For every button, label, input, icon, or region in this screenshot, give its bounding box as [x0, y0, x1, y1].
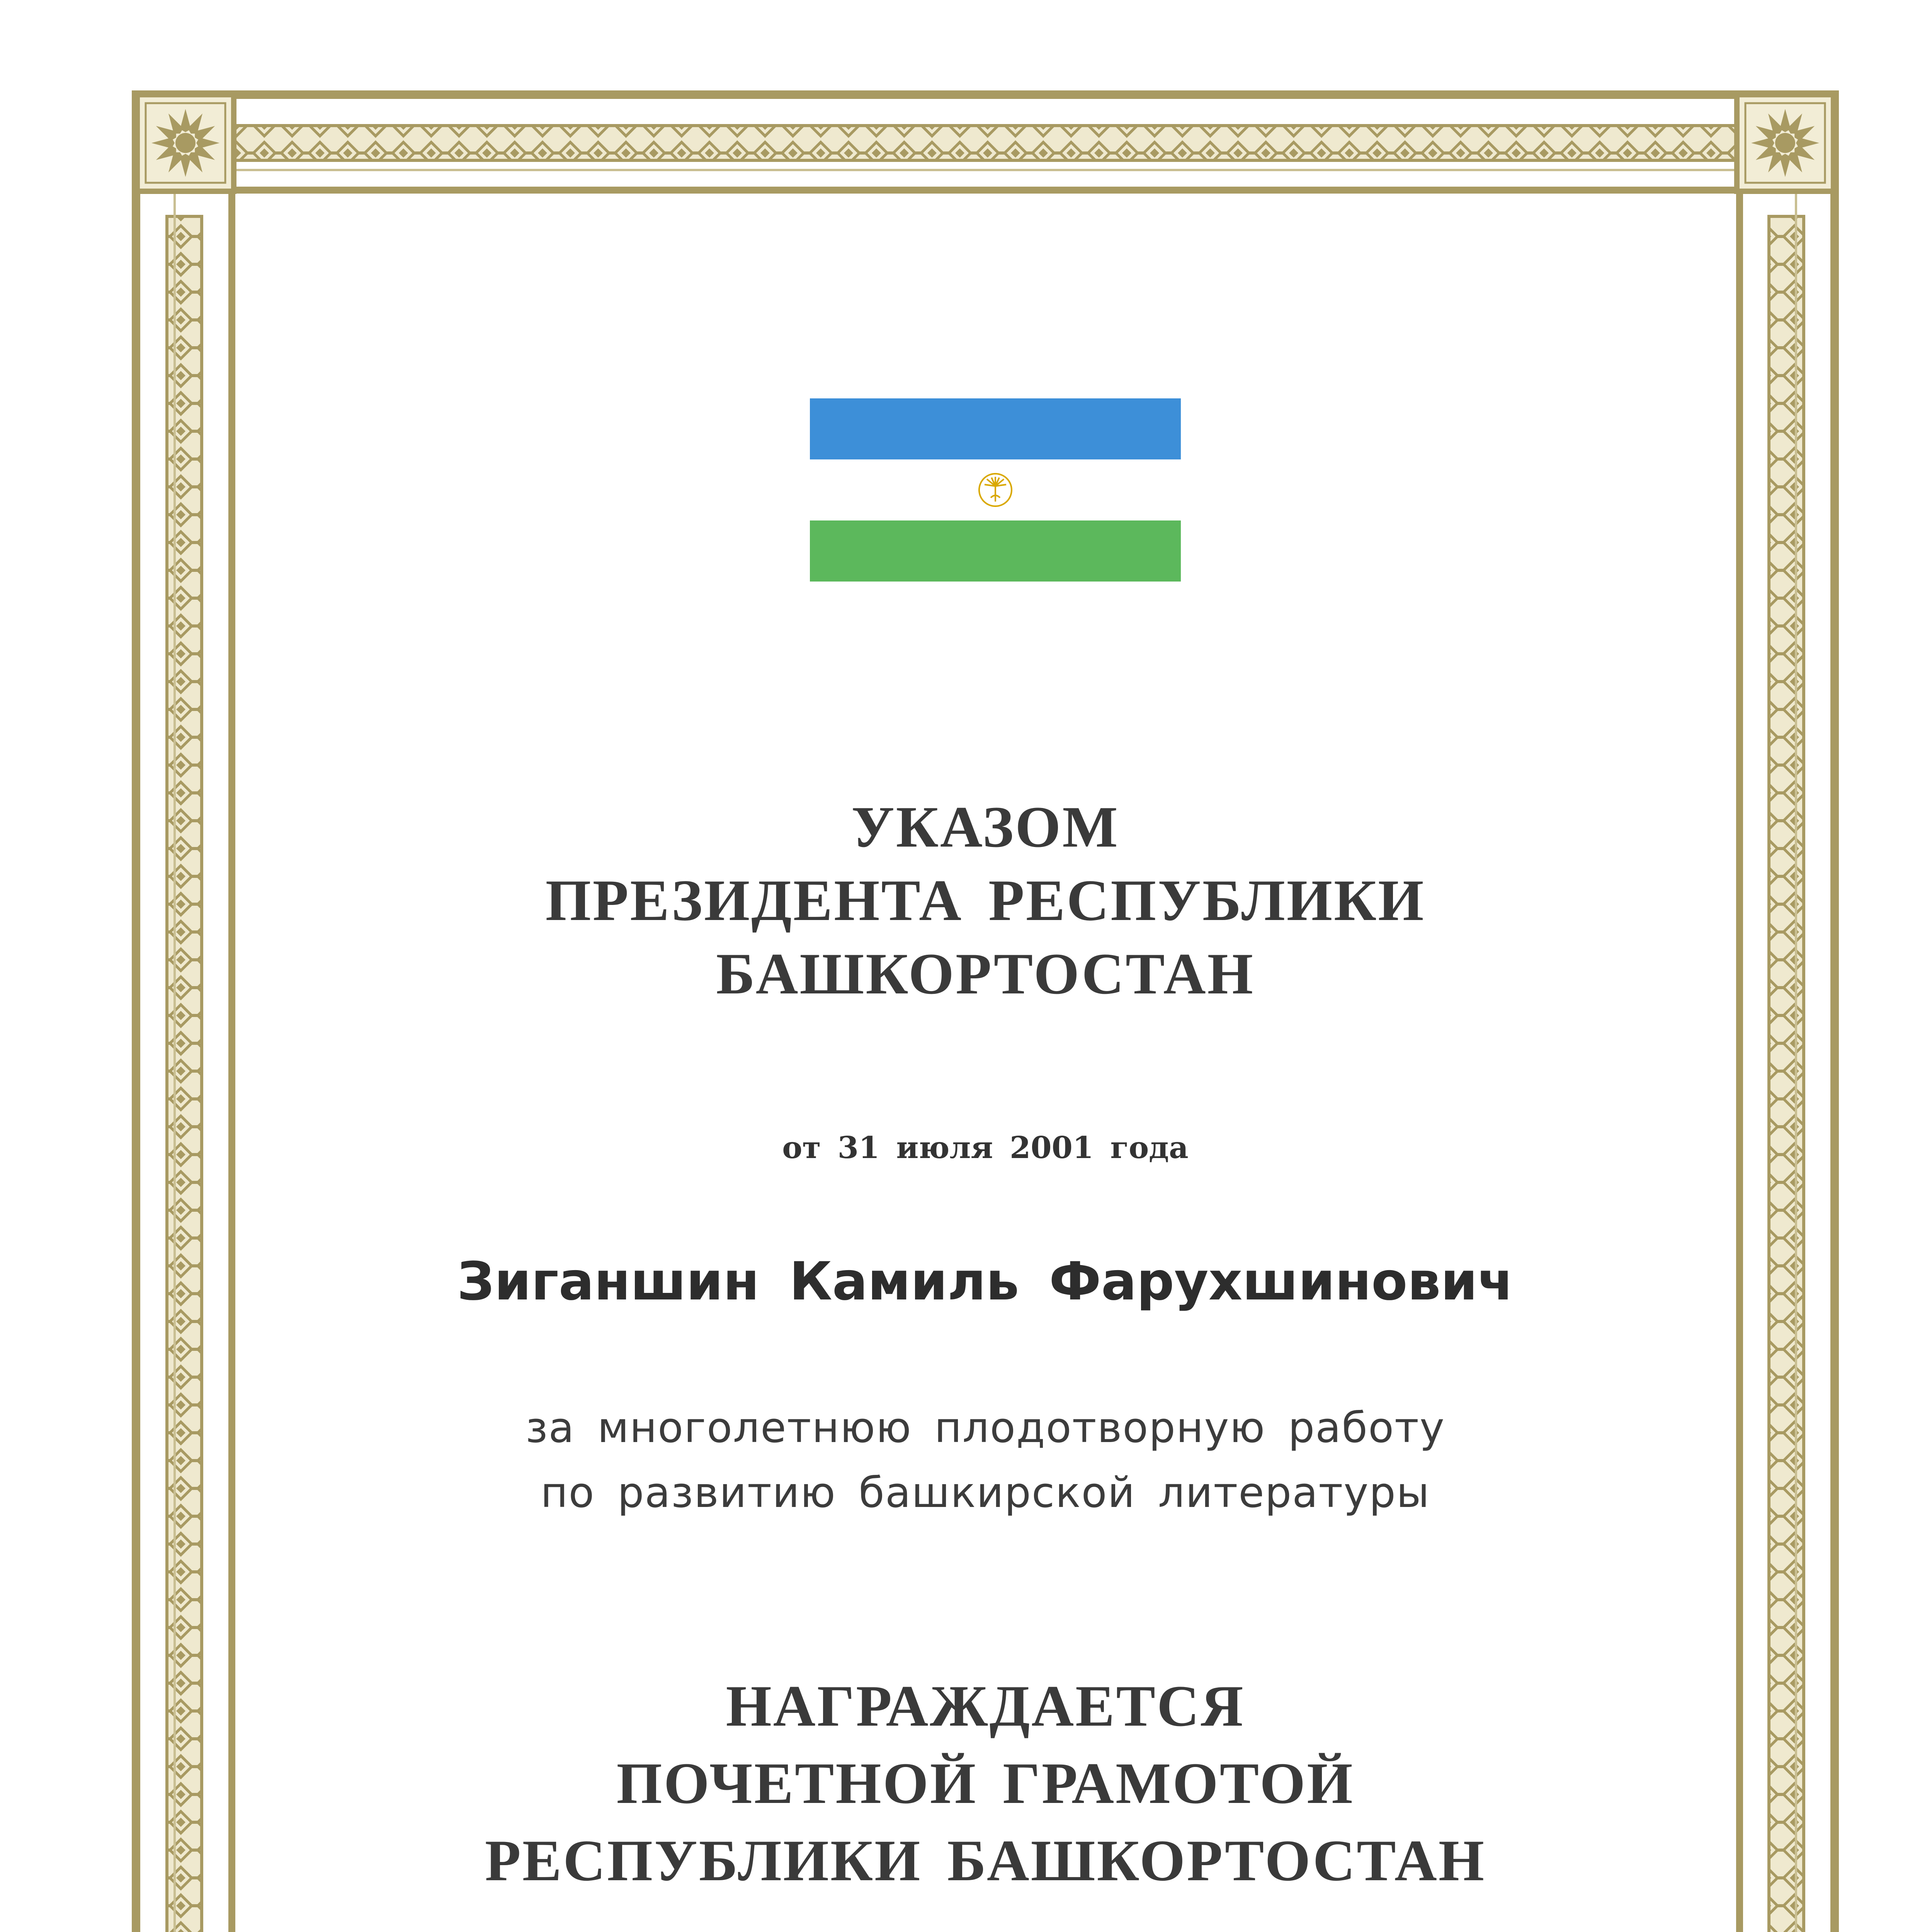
award-reason-line-1: за многолетнюю плодотворную работу — [526, 1404, 1445, 1452]
decree-title-line-1: УКАЗОМ — [851, 794, 1119, 859]
award-title-line-2: ПОЧЕТНОЙ ГРАМОТОЙ — [616, 1751, 1354, 1816]
decree-title-line-2: ПРЕЗИДЕНТА РЕСПУБЛИКИ — [545, 868, 1425, 933]
decree-title-line-3: БАШКОРТОСТАН — [716, 941, 1255, 1006]
flag-image — [810, 398, 1181, 582]
award-title-line-3: РЕСПУБЛИКИ БАШКОРТОСТАН — [485, 1828, 1486, 1893]
decree-date: от 31 июля 2001 года — [782, 1130, 1189, 1165]
award-reason-line-2: по развитию башкирской литературы — [540, 1469, 1430, 1517]
recipient-name: Зиганшин Камиль Фарухшинович — [457, 1251, 1514, 1312]
award-title-line-1: НАГРАЖДАЕТСЯ — [726, 1673, 1245, 1738]
